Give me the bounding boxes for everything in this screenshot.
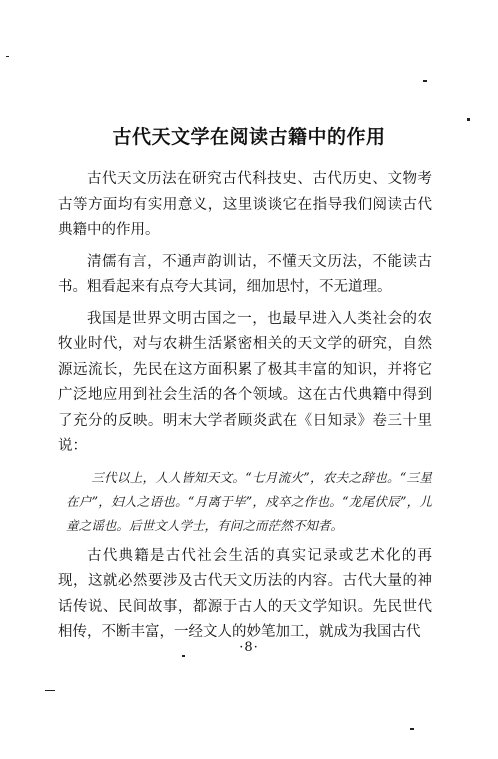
- paragraph-3: 我国是世界文明古国之一，也最早进入人类社会的农牧业时代，对与农耕生活紧密相关的天文学的研究，自然源远流长，先民在这方面积累了极其丰富的知识，并将它广泛地应用到社会生活的各个领域。这在古代典籍中得到了充分的反映。明末大学者顾炎武在《日知录》卷三十里说：: [58, 310, 432, 454]
- paragraph-1: 古代天文历法在研究古代科技史、古代历史、文物考古等方面均有实用意义，这里谈谈它在指导我们阅读古代典籍中的作用。: [58, 171, 432, 238]
- scan-speck: [410, 728, 414, 730]
- paragraph-2: 清儒有言，不通声韵训诂，不懂天文历法，不能读古书。粗看起来有点夸大其词，细加思忖，不无道理。: [58, 253, 432, 295]
- block-quote: 三代以上，人人皆知天文。“七月流火”，农夫之辞也。“三星在户”，妇人之语也。“月离于毕”，戍卒之作也。“龙尾伏辰”，儿童之谣也。后世文人学士，有问之而茫然不知者。: [66, 469, 432, 533]
- scan-speck: [467, 118, 470, 121]
- paragraph-4: 古代典籍是古代社会生活的真实记录或艺术化的再现，这就必然要涉及古代天文历法的内容。古代大量的神话传说、民间故事，都源于古人的天文学知识。先民世代相传，不断丰富，一经文人的妙笔加工，就成为我国古代: [58, 547, 432, 640]
- page-number: ·8·: [239, 640, 259, 655]
- scan-speck: [182, 655, 185, 657]
- scan-speck: [6, 56, 9, 57]
- body-text: [58, 167, 432, 652]
- chapter-title: 古代天文学在阅读古籍中的作用: [112, 126, 386, 148]
- scan-speck: [45, 690, 55, 691]
- scan-speck: [423, 80, 427, 82]
